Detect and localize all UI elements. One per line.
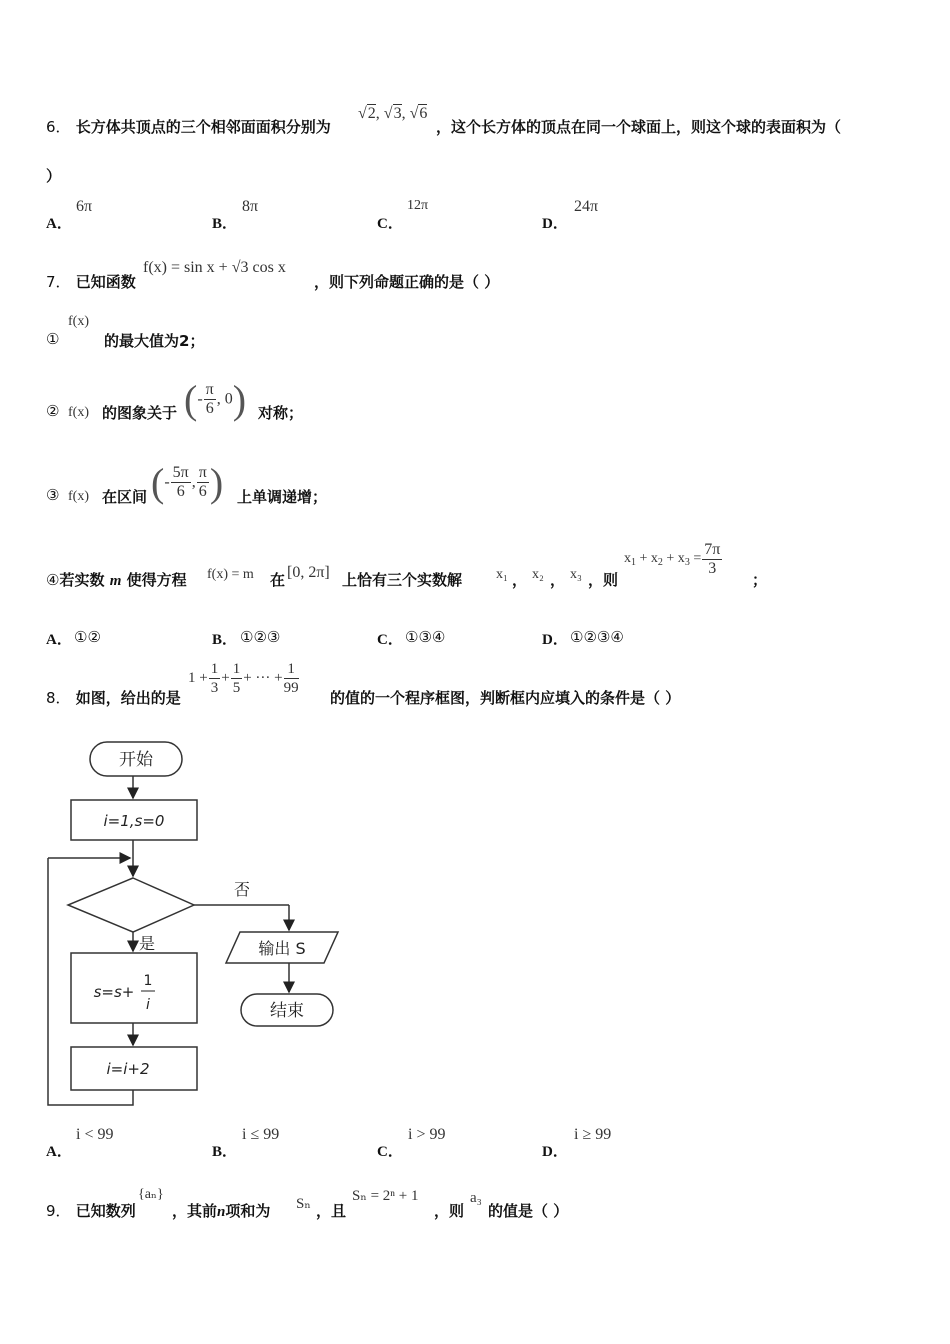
q7-item4-sum: $x_1 + x_2 + x_3$ = $\frac{7\pi}{3}$ (624, 541, 721, 577)
q8-opt-a-label: A． (46, 1144, 72, 1160)
q7-item4-text-c: 在 (270, 571, 286, 589)
q8-opt-c-value: i > 99 (408, 1126, 446, 1143)
flow-end-text: 结束 (270, 1001, 304, 1021)
flow-output-text: 输出 S (258, 939, 306, 958)
q7-opt-a-label: A． (46, 632, 72, 648)
flow-body-text: s=s+ (93, 983, 135, 1001)
q9-text1: 已知数列 (75, 1202, 136, 1220)
q7-item1-math: f(x) (68, 314, 89, 329)
q7-text2: ，则下列命题正确的是（ ） (314, 273, 500, 291)
q7-item4-text-d: 上恰有三个实数解 (342, 571, 463, 589)
q8-options (46, 1124, 926, 1158)
q8-text1: 如图，给出的是 (75, 689, 181, 707)
q8-opt-d-label: D． (542, 1144, 568, 1160)
q7-number: 7． (46, 273, 71, 291)
q9-eq: Sₙ = 2ⁿ + 1 (352, 1188, 419, 1204)
q9-n: n (217, 1204, 226, 1220)
flowchart (44, 735, 344, 1110)
q6-line1 (46, 116, 331, 137)
q7-item3-interval: (- $\frac{5\pi}{6}$ , $\frac{\pi}{6}$ ) (151, 460, 224, 505)
q6-options (46, 198, 926, 232)
q7-item2-mark: ② (46, 402, 60, 420)
q9-text4: ，且 (316, 1202, 347, 1220)
flow-start-text: 开始 (119, 750, 153, 770)
q6-opt-d-label: D． (542, 216, 568, 232)
q9-a3: a₃ (470, 1190, 482, 1206)
q7-item2-after: 对称； (258, 404, 304, 422)
q9-text3: 项和为 (225, 1202, 271, 1220)
q7-item4-text: 若实数 (59, 571, 105, 589)
flow-body-frac-d: i (146, 997, 150, 1013)
q7-item4-comma2: ， (550, 571, 566, 589)
q9-line1 (46, 1200, 136, 1221)
q8-text2: 的值的一个程序框图，判断框内应填入的条件是（ ） (330, 689, 681, 707)
flow-body-frac-n: 1 (143, 973, 153, 989)
q7-item4-mark: ④ (46, 571, 60, 589)
q7-opt-c-label: C． (377, 632, 403, 648)
q6-text1: 长方体共顶点的三个相邻面面积分别为 (75, 118, 331, 136)
q7-opt-a-value: ①② (74, 628, 101, 646)
q9-text5: ，则 (434, 1202, 465, 1220)
q7-item4-m: m (109, 573, 122, 589)
q6-opt-d-value: 24π (574, 198, 599, 215)
q7-opt-b-label: B． (212, 632, 238, 648)
q6-opt-c-value: 12π (407, 198, 429, 213)
q8-series: 1 + $\frac{1}{3}$ + $\frac{1}{5}$ + ··· + $\frac{1}{99}$ (188, 661, 299, 696)
q7-item2-text: 的图象关于 (102, 404, 178, 422)
q9-seq: {aₙ} (138, 1187, 164, 1202)
q7-item1-mark: ① (46, 330, 60, 348)
q7-line1 (46, 271, 136, 292)
q6-text3: ） (46, 167, 62, 185)
flow-init-text: i=1,s=0 (103, 812, 165, 830)
flow-yes-label: 是 (138, 934, 156, 953)
q6-math1: √2, √3, √6 (358, 105, 428, 122)
q7-item4-x1: x₁ (496, 567, 508, 582)
q6-math-areas (358, 104, 427, 123)
q9-number: 9． (46, 1202, 71, 1220)
q7-item4-comma1: ， (512, 571, 528, 589)
q7-opt-d-label: D． (542, 632, 568, 648)
q8-opt-a-value: i < 99 (76, 1126, 114, 1143)
q6-opt-b-label: B． (212, 216, 238, 232)
q7-opt-c-value: ①③④ (405, 628, 446, 646)
q8-opt-b-value: i ≤ 99 (242, 1126, 280, 1143)
q7-opt-b-value: ①②③ (240, 628, 281, 646)
q7-item2-math: f(x) (68, 405, 89, 420)
q7-item2-point: (- $\frac{\pi}{6}$ , 0) (184, 377, 247, 422)
q7-opt-d-value: ①②③④ (570, 628, 624, 646)
q7-item3-after: 上单调递增； (237, 488, 328, 506)
q9-text6: 的值是（ ） (488, 1202, 569, 1220)
q8-line1 (46, 687, 181, 708)
q8-opt-b-label: B． (212, 1144, 238, 1160)
q7-item4-eq: f(x) = m (207, 567, 254, 582)
q6-opt-a-label: A． (46, 216, 72, 232)
q7-text1: 已知函数 (75, 273, 136, 291)
q6-opt-b-value: 8π (242, 198, 259, 215)
q7-item4-end: ； (752, 571, 768, 589)
q7-item4-x3: x₃ (570, 567, 582, 582)
q7-options (46, 626, 926, 650)
q7-item4-text-e: ，则 (588, 571, 619, 589)
flow-condition-diamond (68, 878, 194, 932)
q7-item4-x2: x₂ (532, 567, 544, 582)
q8-opt-d-value: i ≥ 99 (574, 1126, 612, 1143)
q6-opt-a-value: 6π (76, 198, 93, 215)
q7-item4-text-b: 使得方程 (126, 571, 187, 589)
q8-opt-c-label: C． (377, 1144, 403, 1160)
q7-item4 (46, 569, 187, 590)
q7-item3-math: f(x) (68, 489, 89, 504)
q6-number: 6． (46, 118, 71, 136)
q8-number: 8． (46, 689, 71, 707)
q7-item3-mark: ③ (46, 486, 60, 504)
q7-item1-text: 的最大值为2； (104, 332, 205, 350)
flow-no-label: 否 (233, 880, 251, 899)
flow-incr-text: i=i+2 (106, 1060, 150, 1078)
q6-opt-c-label: C． (377, 216, 403, 232)
q7-func: f(x) = sin x + √3 cos x (143, 259, 286, 276)
q9-text2: ，其前 (172, 1202, 218, 1220)
q7-item3-text: 在区间 (102, 488, 148, 506)
q9-sn: Sₙ (296, 1196, 311, 1212)
q7-item4-interval: [0, 2π] (287, 564, 330, 581)
q9-part2 (172, 1200, 270, 1221)
q6-text2: ，这个长方体的顶点在同一个球面上，则这个球的表面积为（ (436, 118, 842, 136)
